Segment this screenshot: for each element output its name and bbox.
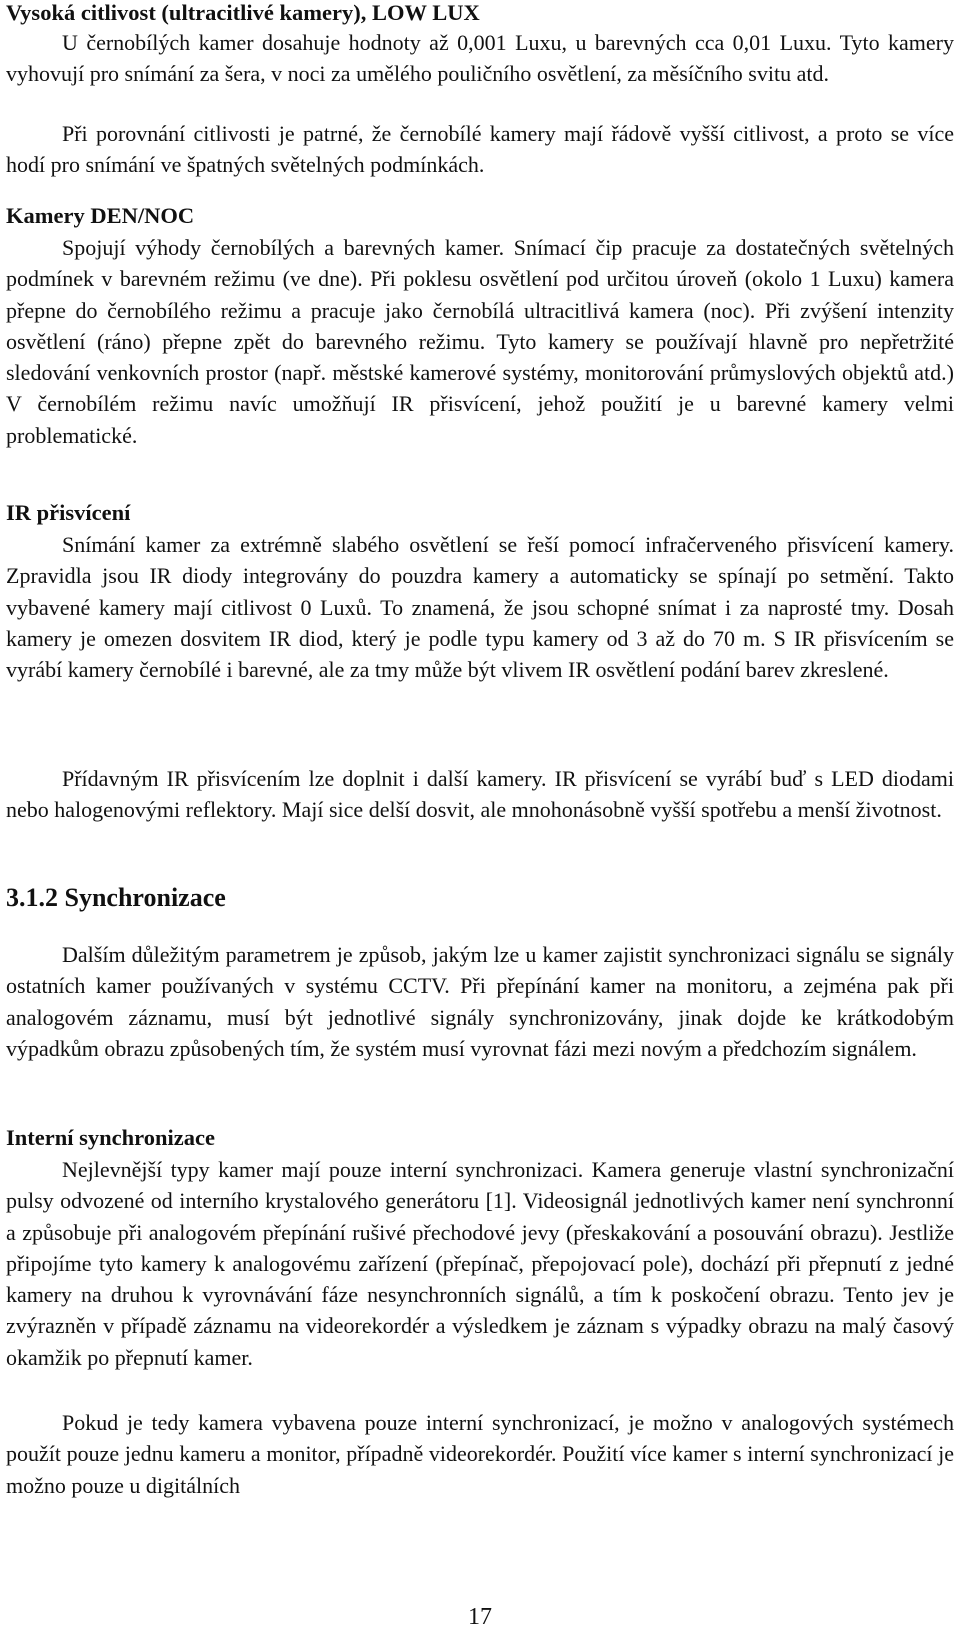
section-title-synchronizace: 3.1.2 Synchronizace (6, 883, 226, 912)
heading-ir: IR přisvícení (6, 500, 131, 525)
document-page (6, 0, 954, 1640)
paragraph-sync: Dalším důležitým parametrem je způsob, jakým lze u kamer zajistit synchronizaci signálu se signály ostatních kamer používaných v systému CCTV. Při přepínání kamer na monitoru, a zejména pak při analogovém záznamu, musí být jednotlivé signály synchronizovány, jinak dojde ke krátkodobým výpadkům obrazu způsobených tím, že systém musí vyrovnat fázi mezi novým a předchozím signálem. (6, 942, 954, 1061)
paragraph-ir-1: Snímání kamer za extrémně slabého osvětlení se řeší pomocí infračerveného přisvícení kamery. Zpravidla jsou IR diody integrovány do pouzdra kamery a automaticky se spínají po setmění. Takto vybavené kamery mají citlivost 0 Luxů. To znamená, že jsou schopné snímat i za naprosté tmy. Dosah kamery je omezen dosvitem IR diod, který je podle typu kamery od 3 až do 70 m. S IR přisvícením se vyrábí kamery černobílé i barevné, ale za tmy může být vlivem IR osvětlení podání barev zkreslené. (6, 532, 954, 683)
paragraph-low-lux-1: U černobílých kamer dosahuje hodnoty až 0,001 Luxu, u barevných cca 0,01 Luxu. Tyto kamery vyhovují pro snímání za šera, v noci za umělého pouličního osvětlení, za měsíčního svitu atd. (6, 30, 954, 87)
page-number: 17 (468, 1604, 492, 1630)
paragraph-day-night: Spojují výhody černobílých a barevných kamer. Snímací čip pracuje za dostatečných světelných podmínek v barevném režimu (ve dne). Při poklesu osvětlení pod určitou úroveň (okolo 1 Luxu) kamera přepne do černobílého režimu a pracuje jako černobílá ultracitlivá kamera (noc). Při zvýšení intenzity osvětlení (ráno) přepne zpět do barevného režimu. Tyto kamery se používají hlavně pro nepřetržité sledování venkovních prostor (např. městské kamerové systémy, monitorování průmyslových objektů atd.) V černobílém režimu navíc umožňují IR přisvícení, jehož použití je u barevné kamery velmi problematické. (6, 235, 954, 448)
paragraph-low-lux-2: Při porovnání citlivosti je patrné, že černobílé kamery mají řádově vyšší citlivost, a proto se více hodí pro snímání ve špatných světelných podmínkách. (6, 121, 954, 178)
paragraph-internal-sync-1: Nejlevnější typy kamer mají pouze interní synchronizaci. Kamera generuje vlastní synchronizační pulsy odvozené od interního krystalového generátoru [1]. Videosignál jednotlivých kamer není synchronní a způsobuje při analogovém přepínání rušivé přechodové jevy (přeskakování a posouvání obrazu). Jestliže připojíme tyto kamery k analogovému zařízení (přepínač, přepojovací pole), dochází při přepnutí z jedné kamery na druhou k vyrovnávání fáze nesynchronních signálů, a tím k poskočení obrazu. Tento jev je zvýrazněn v případě záznamu na videorekordér a výsledkem je záznam s výpadky obrazu na malý časový okamžik po přepnutí kamer. (6, 1157, 954, 1370)
paragraph-ir-2: Přídavným IR přisvícením lze doplnit i další kamery. IR přisvícení se vyrábí buď s LED diodami nebo halogenovými reflektory. Mají sice delší dosvit, ale mnohonásobně vyšší spotřebu a menší životnost. (6, 766, 954, 823)
heading-low-lux: Vysoká citlivost (ultracitlivé kamery), LOW LUX (6, 0, 480, 25)
heading-day-night: Kamery DEN/NOC (6, 203, 195, 228)
heading-internal-sync: Interní synchronizace (6, 1125, 215, 1150)
paragraph-internal-sync-2: Pokud je tedy kamera vybavena pouze interní synchronizací, je možno v analogových systémech použít pouze jednu kameru a monitor, případně videorekordér. Použití více kamer s interní synchronizací je možno pouze u digitálních (6, 1410, 954, 1498)
